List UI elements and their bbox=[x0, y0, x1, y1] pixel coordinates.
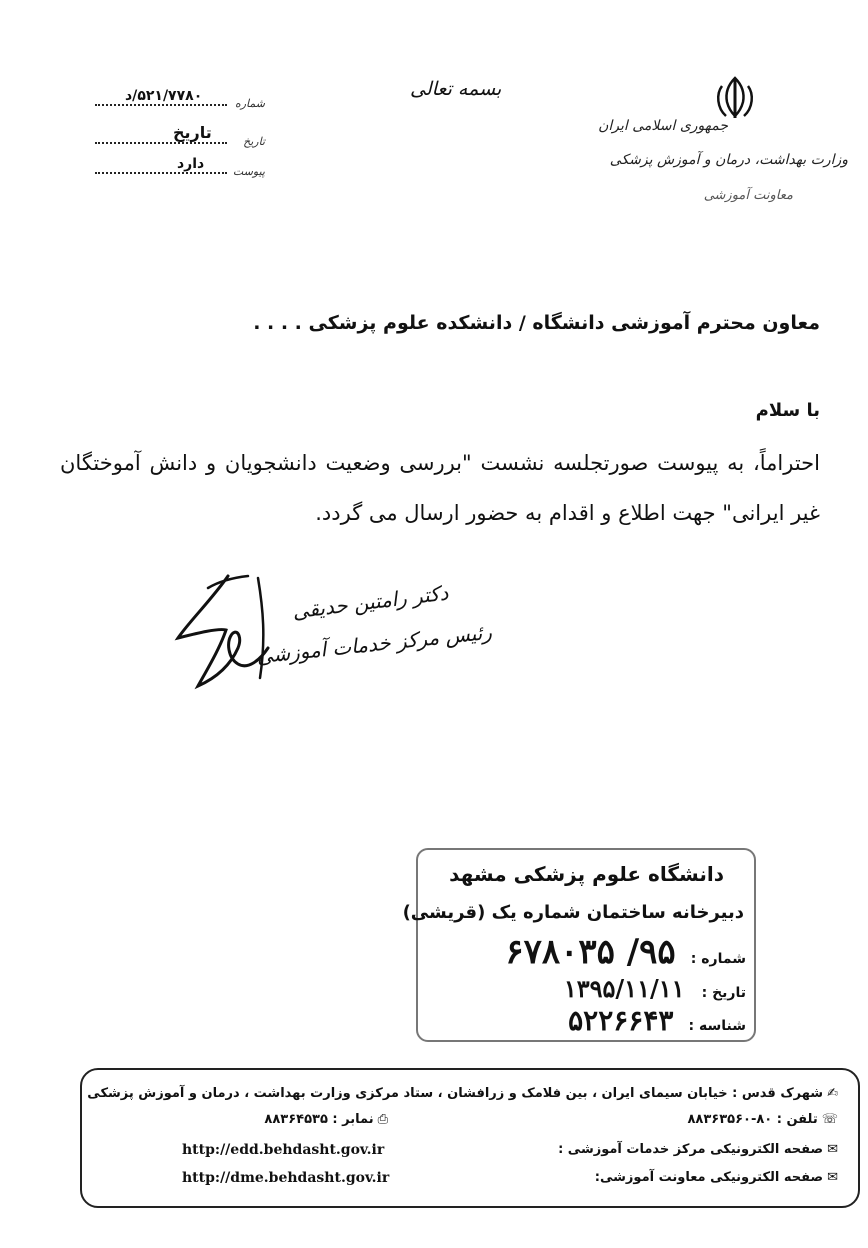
deputy-text: معاونت آموزشی bbox=[703, 188, 793, 203]
envelope-icon: ✉ bbox=[827, 1170, 838, 1185]
footer-phone: تلفن : ۸۰-۸۸۳۶۳۵۶۰ bbox=[687, 1112, 818, 1127]
stamp-number-value: ۹۵/ ۶۷۸۰۳۵ bbox=[505, 932, 676, 972]
phone-icon: ☏ bbox=[821, 1112, 838, 1127]
number-field bbox=[95, 84, 265, 110]
envelope-icon: ✉ bbox=[827, 1142, 838, 1157]
attachment-value: دارد bbox=[177, 156, 205, 172]
stamp-number-row bbox=[505, 932, 746, 972]
footer-edu-services-url[interactable]: http://edd.behdasht.gov.ir bbox=[182, 1142, 385, 1158]
stamp-university: دانشگاه علوم پزشکی مشهد bbox=[449, 862, 724, 886]
stamp-id-row bbox=[568, 1004, 746, 1037]
footer-phone-row bbox=[687, 1112, 838, 1127]
footer-edu-services-label: صفحه الکترونیکی مرکز خدمات آموزشی : bbox=[558, 1142, 824, 1157]
attachment-field bbox=[95, 152, 265, 178]
fax-icon: ⎙ bbox=[377, 1112, 388, 1127]
recipient-line: معاون محترم آموزشی دانشگاه / دانشکده علوم پزشکی . . . . bbox=[253, 312, 820, 334]
stamp-id-value: ۵۲۲۶۶۴۳ bbox=[568, 1004, 674, 1037]
attachment-label: پیوست bbox=[232, 165, 265, 178]
number-label: شماره bbox=[234, 97, 265, 110]
footer-edu-deputy-url[interactable]: http://dme.behdasht.gov.ir bbox=[182, 1170, 390, 1186]
pen-icon: ✍ bbox=[827, 1086, 838, 1101]
signatory-name: دکتر رامتین حدیقی bbox=[291, 580, 450, 624]
footer-edu-services-row bbox=[558, 1142, 838, 1157]
registry-stamp bbox=[402, 848, 756, 1042]
stamp-date-label: تاریخ : bbox=[701, 985, 746, 1001]
footer-address: شهرک قدس : خیابان سیمای ایران ، بین فلامک و زرافشان ، ستاد مرکزی وزارت بهداشت ، درمان و آموزش پزشکی bbox=[87, 1086, 824, 1101]
signatory-title: رئیس مرکز خدمات آموزشی bbox=[255, 619, 493, 669]
iran-emblem-icon bbox=[712, 74, 758, 122]
footer-edu-deputy-label: صفحه الکترونیکی معاونت آموزشی: bbox=[594, 1170, 824, 1185]
republic-text: جمهوری اسلامی ایران bbox=[598, 118, 728, 134]
basmala-text: بسمه تعالی bbox=[410, 78, 502, 100]
footer-box bbox=[80, 1068, 860, 1208]
date-value: تاریخ bbox=[173, 123, 212, 142]
stamp-id-label: شناسه : bbox=[688, 1018, 746, 1034]
stamp-date-value: ۱۳۹۵/۱۱/۱۱ bbox=[563, 974, 685, 1003]
date-label: تاریخ bbox=[243, 135, 265, 148]
stamp-office: دبیرخانه ساختمان شماره یک (قریشی) bbox=[402, 902, 744, 923]
footer-fax-row bbox=[264, 1112, 388, 1127]
footer-address-row bbox=[87, 1086, 838, 1101]
letter-body: احتراماً، به پیوست صورتجلسه نشست "بررسی وضعیت دانشجویان و دانش آموختگان غیر ایرانی" جهت اطلاع و اقدام به حضور ارسال می گردد. bbox=[60, 451, 820, 525]
footer-fax: نمابر : ۸۸۳۶۴۵۳۵ bbox=[264, 1112, 374, 1127]
greeting-text: با سلام bbox=[755, 400, 820, 421]
ministry-text: وزارت بهداشت، درمان و آموزش پزشکی bbox=[609, 152, 848, 168]
stamp-date-row bbox=[564, 974, 746, 1003]
stamp-number-label: شماره : bbox=[690, 951, 746, 967]
footer-edu-deputy-row bbox=[595, 1170, 838, 1185]
date-field bbox=[95, 122, 265, 148]
number-value: ۵۲۱/۷۷۸۰/د bbox=[125, 88, 203, 104]
handwritten-signature bbox=[168, 568, 298, 708]
